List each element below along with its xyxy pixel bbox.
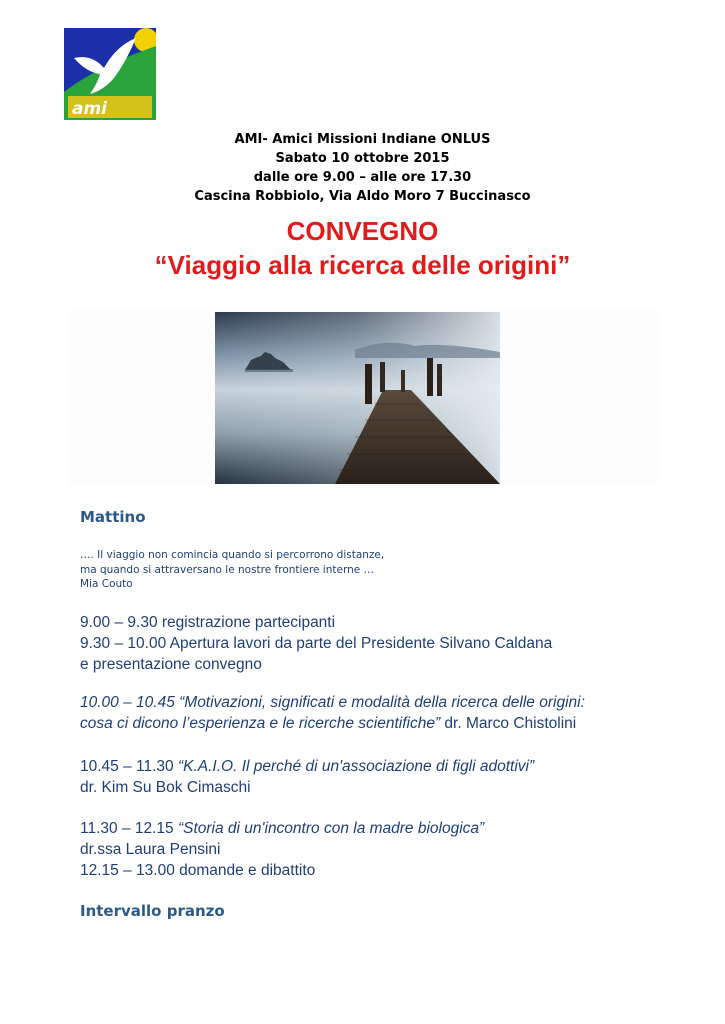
ami-logo	[64, 28, 156, 120]
event-type-title: CONVEGNO	[286, 216, 439, 246]
quote-author: Mia Couto	[80, 578, 133, 590]
program-block-2	[80, 692, 585, 734]
program-opening-cont: e presentazione convegno	[80, 656, 262, 673]
program-talk-1-speaker: dr. Marco Chistolini	[440, 715, 577, 732]
program-talk-1: 10.00 – 10.45 “Motivazioni, significati e modalità della ricerca delle origini:	[80, 694, 585, 711]
logo-text: ami	[72, 99, 108, 119]
program-talk-2-time: 10.45 – 11.30	[80, 758, 178, 775]
event-header	[0, 130, 725, 206]
program-talk-3-speaker: dr.ssa Laura Pensini	[80, 841, 221, 858]
program-talk-2-title: “K.A.I.O. Il perché di un'associazione di figli adottivi”	[177, 758, 535, 775]
program-talk-2-speaker: dr. Kim Su Bok Cimaschi	[80, 779, 251, 796]
program-block-1	[80, 612, 552, 675]
program-discussion: 12.15 – 13.00 domande e dibattito	[80, 862, 316, 879]
event-date: Sabato 10 ottobre 2015	[275, 151, 450, 166]
program-registration: 9.00 – 9.30 registrazione partecipanti	[80, 614, 336, 631]
event-venue: Cascina Robbiolo, Via Aldo Moro 7 Buccinasco	[194, 189, 531, 204]
program-block-4	[80, 818, 484, 881]
program-talk-3-time: 11.30 – 12.15	[80, 820, 178, 837]
event-hours: dalle ore 9.00 – alle ore 17.30	[253, 170, 472, 185]
program-talk-2-line	[80, 756, 534, 777]
program-talk-3-line	[80, 818, 484, 839]
event-main-title: “Viaggio alla ricerca delle origini”	[154, 250, 571, 280]
program-block-3	[80, 756, 534, 798]
quote-block	[80, 548, 384, 592]
program-opening: 9.30 – 10.00 Apertura lavori da parte del Presidente Silvano Caldana	[80, 635, 553, 652]
program-talk-1-line-2	[80, 713, 585, 734]
program-talk-3-title: “Storia di un'incontro con la madre biologica”	[177, 820, 485, 837]
section-lunch-break: Intervallo pranzo	[80, 902, 225, 920]
program-talk-1-title-cont: cosa ci dicono l’esperienza e le ricerche scientifiche”	[80, 715, 441, 732]
organization-name: AMI- Amici Missioni Indiane ONLUS	[234, 132, 491, 147]
quote-line-1: …. Il viaggio non comincia quando si percorrono distanze,	[80, 549, 385, 561]
pier-lake-photo	[215, 312, 500, 484]
quote-line-2: ma quando si attraversano le nostre frontiere interne …	[80, 563, 375, 576]
section-morning: Mattino	[80, 508, 146, 526]
